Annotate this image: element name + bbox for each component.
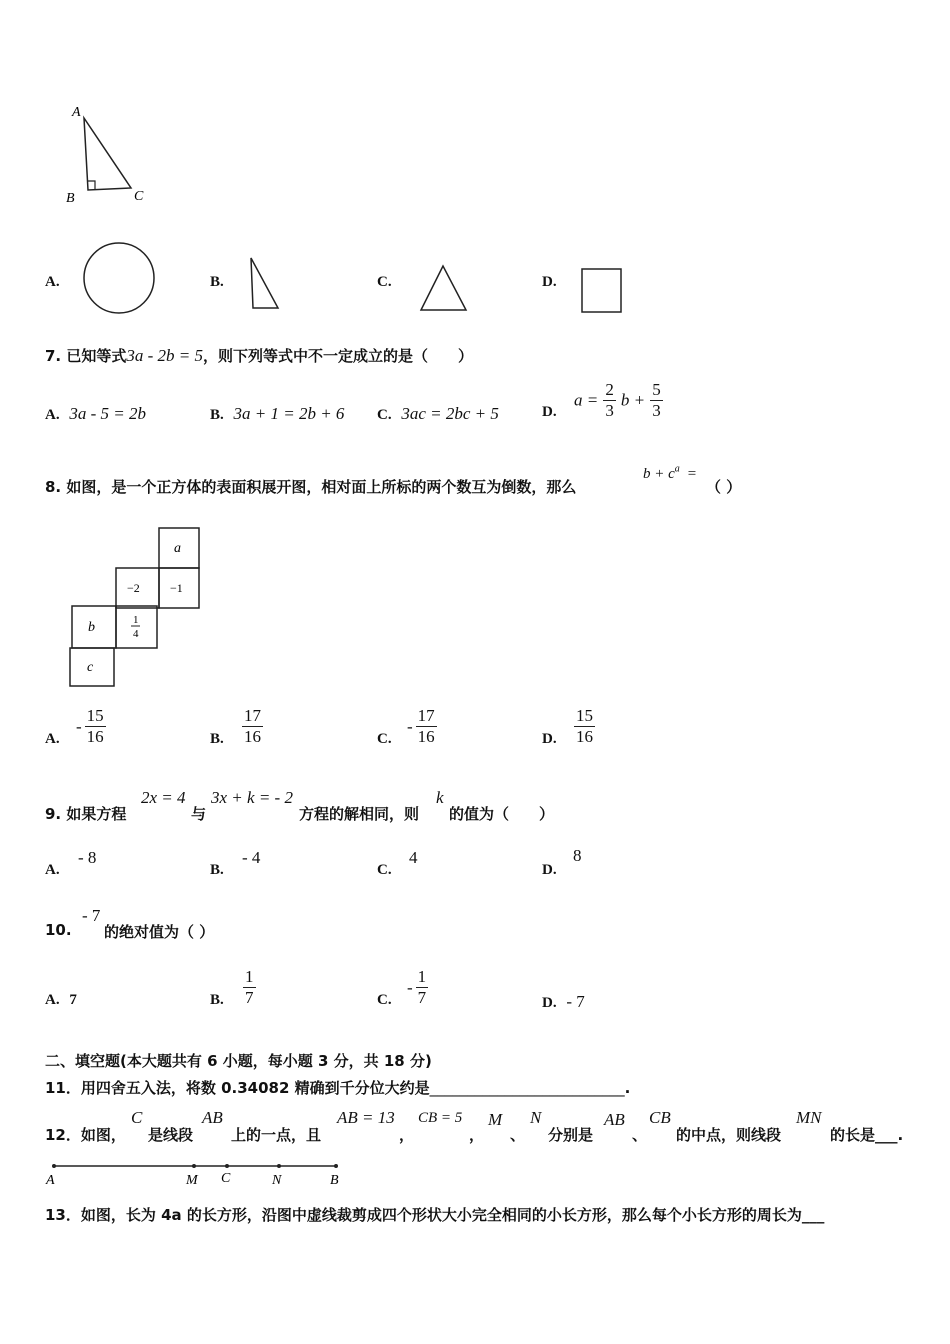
segment-figure: [44, 1158, 354, 1190]
q12-point-c: C: [131, 1108, 143, 1127]
q12-number: 12．如图，: [45, 1126, 126, 1144]
q12-segment-cb: CB: [649, 1108, 671, 1127]
q7-option-a[interactable]: A. 3a - 5 = 2b: [45, 404, 146, 423]
q13-stem: 13．如图，长为 4a 的长方形，沿图中虚线裁剪成四个形状大小完全相同的小长方形，那么每个小长方形的周长为___: [45, 1206, 825, 1224]
q9-option-b-label[interactable]: B.: [210, 862, 224, 878]
q9-equation-2: 3x + k = - 2: [211, 788, 293, 807]
point-b-dot: [334, 1164, 338, 1168]
q10-option-c-label[interactable]: C.: [377, 992, 392, 1008]
q6-option-a-label[interactable]: A.: [45, 274, 60, 290]
q12-text5: 的长是___.: [830, 1126, 904, 1144]
point-a-label: A: [46, 1173, 55, 1188]
q10-option-a[interactable]: A. 7: [45, 992, 77, 1008]
net-label-m2: −2: [127, 581, 140, 595]
q12-separator: 、: [510, 1126, 526, 1144]
point-c-label: C: [221, 1171, 231, 1186]
point-b-label: B: [330, 1173, 339, 1188]
vertex-b-label: B: [66, 191, 75, 206]
q10-option-b-value[interactable]: $\frac{1}{7}$: [245, 967, 254, 1007]
q9-option-a-label[interactable]: A.: [45, 862, 60, 878]
section-2-title: 二、填空题(本大题共有 6 小题，每小题 3 分，共 18 分): [45, 1052, 432, 1070]
q12-segment-mn: MN: [796, 1108, 822, 1127]
q8-expression: $b + c^a$ =: [643, 463, 697, 482]
q8-option-b-value[interactable]: $\frac{17}{16}$: [244, 706, 261, 746]
q9-option-d-label[interactable]: D.: [542, 862, 557, 878]
net-label-c: c: [87, 660, 94, 675]
q8-option-a-value[interactable]: - $\frac{15}{16}$: [76, 706, 104, 746]
q9-option-b-value[interactable]: - 4: [242, 848, 261, 867]
q10-option-c-value[interactable]: - $\frac{1}{7}$: [407, 967, 427, 1007]
point-a-dot: [52, 1164, 56, 1168]
q12-text4: 的中点，则线段: [676, 1126, 782, 1144]
point-m-label: M: [186, 1173, 198, 1188]
q6-option-d-label[interactable]: D.: [542, 274, 557, 290]
q12-comma-1: ，: [399, 1126, 415, 1144]
q10-number: 10.: [45, 921, 72, 939]
net-label-a: a: [174, 541, 181, 556]
q12-cb-5: CB = 5: [418, 1110, 463, 1126]
q7-option-b[interactable]: B. 3a + 1 = 2b + 6: [210, 404, 345, 423]
q12-point-n: N: [530, 1108, 542, 1127]
q12-text2: 上的一点，且: [231, 1126, 322, 1144]
q8-stem: 8. 如图，是一个正方体的表面积展开图，相对面上所标的两个数互为倒数，那么: [45, 478, 577, 496]
vertex-a-label: A: [72, 105, 81, 120]
square-icon[interactable]: [580, 267, 624, 315]
q7-stem: 7. 已知等式3a - 2b = 5，则下列等式中不一定成立的是（ ）: [45, 346, 474, 365]
q8-option-c-label[interactable]: C.: [377, 731, 392, 747]
net-label-quarter-den: 4: [133, 628, 139, 640]
vertex-c-label: C: [134, 189, 144, 204]
q9-text3: 方程的解相同，则: [299, 805, 420, 823]
net-cell-quarter: [116, 606, 157, 648]
q12-point-m: M: [488, 1110, 503, 1129]
net-label-quarter-num: 1: [133, 614, 139, 626]
q9-text2: 与: [191, 805, 207, 823]
q8-option-c-value[interactable]: - $\frac{17}{16}$: [407, 706, 435, 746]
q11-answer-blank[interactable]: __________________________: [429, 1079, 625, 1097]
circle-icon[interactable]: [82, 242, 156, 316]
q9-option-c-label[interactable]: C.: [377, 862, 392, 878]
q12-text3: 分别是: [548, 1126, 594, 1144]
q10-text: 的绝对值为（ ）: [104, 923, 215, 941]
q12-comma-2: ，: [469, 1126, 485, 1144]
q10-option-d[interactable]: D. - 7: [542, 992, 585, 1011]
q12-ab-13: AB = 13: [337, 1108, 395, 1127]
q11-stem: 11．用四舍五入法，将数 0.34082 精确到千分位大约是__________________________.: [45, 1079, 631, 1097]
q7-option-d-expr[interactable]: a = $\frac{2}{3}$ b + $\frac{5}{3}$: [574, 380, 661, 420]
point-m-dot: [192, 1164, 196, 1168]
cube-net-figure: [66, 525, 206, 693]
q8-option-b-label[interactable]: B.: [210, 731, 224, 747]
q7-option-c[interactable]: C. 3ac = 2bc + 5: [377, 404, 499, 423]
net-label-m1: −1: [170, 581, 183, 595]
equilateral-triangle-icon[interactable]: [418, 262, 470, 312]
q9-option-a-value[interactable]: - 8: [78, 848, 97, 867]
q10-value: - 7: [82, 906, 101, 925]
q7-option-d-label[interactable]: D.: [542, 404, 557, 420]
q12-segment-ab: AB: [202, 1108, 223, 1127]
q8-option-d-label[interactable]: D.: [542, 731, 557, 747]
q9-option-c-value[interactable]: 4: [409, 848, 418, 867]
right-triangle-icon[interactable]: [247, 255, 281, 311]
point-n-label: N: [272, 1173, 282, 1188]
triangle-abc-shape: [84, 118, 131, 190]
q9-variable-k: k: [436, 788, 444, 807]
q6-option-b-label[interactable]: B.: [210, 274, 224, 290]
q12-separator-2: 、: [632, 1126, 648, 1144]
q9-number-text1: 9. 如果方程: [45, 805, 127, 823]
q8-paren: （ ）: [706, 478, 742, 496]
q7-equation: 3a - 2b = 5: [126, 346, 204, 365]
q12-text1: 是线段: [148, 1126, 194, 1144]
q9-option-d-value[interactable]: 8: [573, 846, 582, 865]
q12-segment-ab-2: AB: [604, 1110, 625, 1129]
net-label-b: b: [88, 620, 95, 635]
q8-option-a-label[interactable]: A.: [45, 731, 60, 747]
q6-option-c-label[interactable]: C.: [377, 274, 392, 290]
right-triangle-figure: [60, 100, 160, 210]
q10-option-b-label[interactable]: B.: [210, 992, 224, 1008]
q9-equation-1: 2x = 4: [141, 788, 186, 807]
q9-text4: 的值为（ ）: [449, 805, 555, 823]
point-c-dot: [225, 1164, 229, 1168]
point-n-dot: [277, 1164, 281, 1168]
q8-option-d-value[interactable]: $\frac{15}{16}$: [576, 706, 593, 746]
